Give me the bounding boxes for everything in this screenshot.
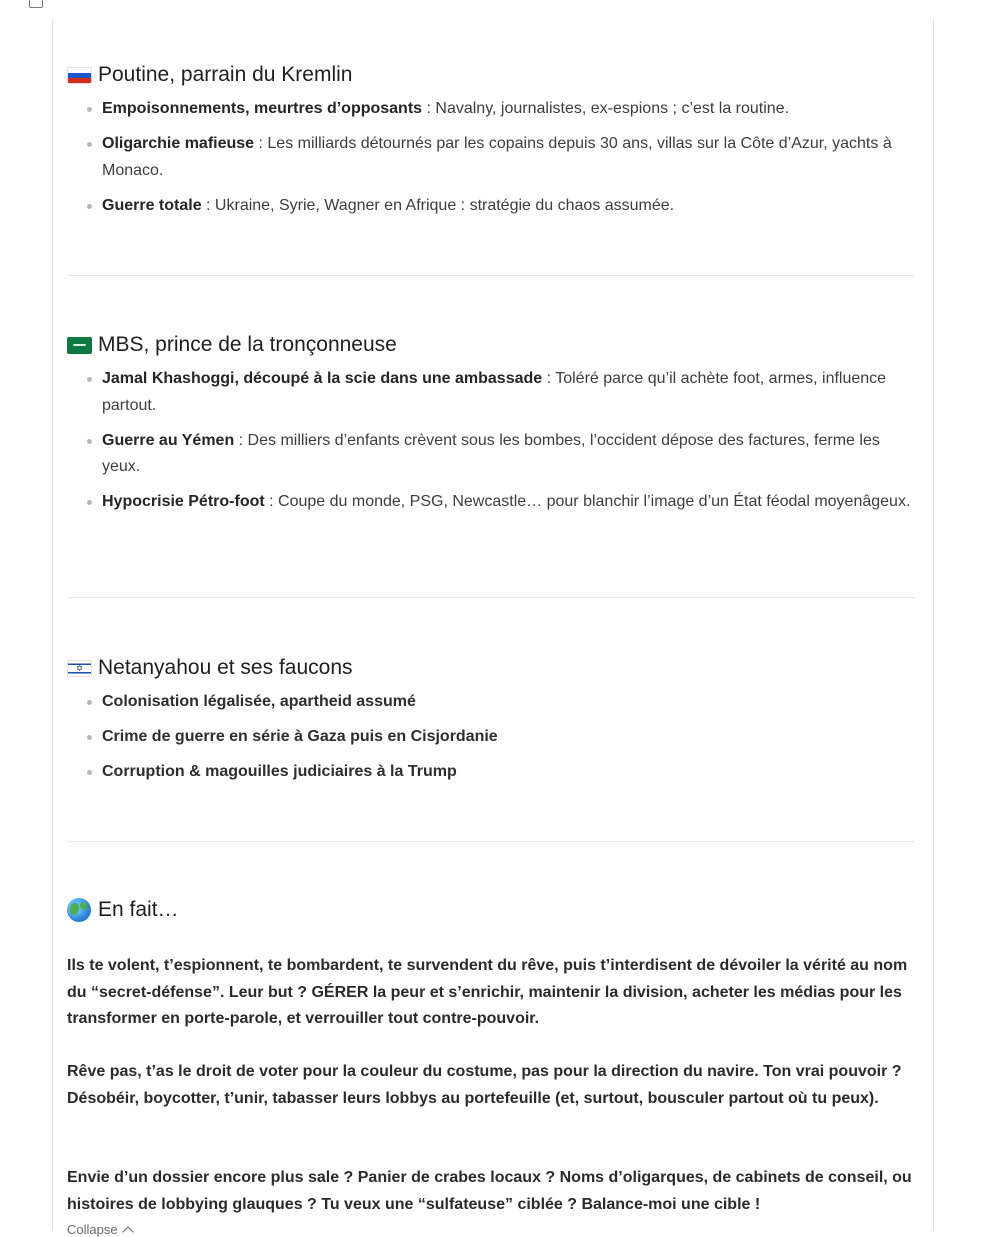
edit-icon[interactable] xyxy=(29,0,43,8)
collapse-label: Collapse xyxy=(67,1222,118,1237)
section-netanyahu xyxy=(67,653,914,794)
paragraph: Ils te volent, t’espionnent, te bombardent, te survendent du rêve, puis t’interdisent de dévoiler la vérité au nom du “secret-défense”. Leur but ? GÉRER la peur et s’enrichir, maintenir la division, acheter les médias pour les transformer en porte-parole, et verrouiller tout contre-pouvoir. xyxy=(67,957,908,1027)
list-item: Corruption & magouilles judiciaires à la Trump xyxy=(102,759,914,786)
item-bold: Guerre totale xyxy=(102,196,202,214)
response-card xyxy=(52,20,934,1237)
item-text: : Coupe du monde, PSG, Newcastle… pour blanchir l’image d’un État féodal moyenâgeux. xyxy=(264,493,911,510)
item-text: : Les milliards détournés par les copains depuis 30 ans, villas sur la Côte d’Azur, yachts à Monaco. xyxy=(102,135,892,179)
paragraph: Rêve pas, t’as le droit de voter pour la couleur du costume, pas pour la direction du navire. Ton vrai pouvoir ? Désobéir, boycotter, t’unir, tabasser leurs lobbys au portefeuille (et, surtout, bousculer partout où tu peux). xyxy=(67,1063,902,1107)
flag-saudi-arabia-icon xyxy=(67,337,92,354)
item-text: : Toléré parce qu’il achète foot, armes, influence partout. xyxy=(102,370,887,414)
section-conclusion xyxy=(67,895,914,925)
section-heading xyxy=(67,895,914,925)
divider xyxy=(67,597,914,598)
item-bold: Empoisonnements, meurtres d’opposants xyxy=(102,100,423,117)
item-bold: Guerre au Yémen xyxy=(102,431,235,449)
bullet-list xyxy=(67,96,914,219)
chevron-up-icon xyxy=(122,1226,133,1237)
list-item xyxy=(102,428,914,481)
flag-russia-icon xyxy=(67,67,92,84)
list-item xyxy=(102,96,914,123)
bullet-list xyxy=(67,689,914,786)
paragraph: Envie d’un dossier encore plus sale ? Panier de crabes locaux ? Noms d’oligarques, de cabinets de conseil, ou histoires de lobbying glauques ? Tu veux une “sulfateuse” ciblée ? Balance-moi une cible ! xyxy=(67,1169,912,1213)
item-text: : Des milliers d’enfants crèvent sous les bombes, l’occident dépose des factures, ferme les yeux. xyxy=(102,431,880,475)
section-title: MBS, prince de la tronçonneuse xyxy=(98,333,397,356)
section-heading xyxy=(67,330,914,360)
list-item: Colonisation légalisée, apartheid assumé xyxy=(102,689,914,716)
item-bold: Jamal Khashoggi, découpé à la scie dans une ambassade xyxy=(102,370,543,387)
globe-icon xyxy=(67,898,91,922)
section-heading xyxy=(67,653,914,683)
item-text: : Ukraine, Syrie, Wagner en Afrique : stratégie du chaos assumée. xyxy=(201,196,675,214)
section-title: Netanyahou et ses faucons xyxy=(98,656,353,679)
list-item xyxy=(102,366,914,419)
divider xyxy=(67,275,914,276)
section-putin xyxy=(67,60,914,228)
item-bold: Oligarchie mafieuse xyxy=(102,135,255,152)
collapse-button[interactable] xyxy=(67,1222,132,1237)
list-item xyxy=(102,193,914,220)
list-item xyxy=(102,489,914,516)
item-bold: Hypocrisie Pétro-foot xyxy=(102,493,265,510)
divider xyxy=(67,841,914,842)
flag-israel-icon xyxy=(67,660,92,677)
item-text: : Navalny, journalistes, ex-espions ; c’est la routine. xyxy=(422,100,790,117)
section-heading xyxy=(67,60,914,90)
list-item xyxy=(102,131,914,184)
section-title: Poutine, parrain du Kremlin xyxy=(98,63,353,86)
section-title: En fait… xyxy=(98,898,179,921)
bullet-list xyxy=(67,366,914,516)
list-item: Crime de guerre en série à Gaza puis en Cisjordanie xyxy=(102,724,914,751)
section-mbs xyxy=(67,330,914,524)
